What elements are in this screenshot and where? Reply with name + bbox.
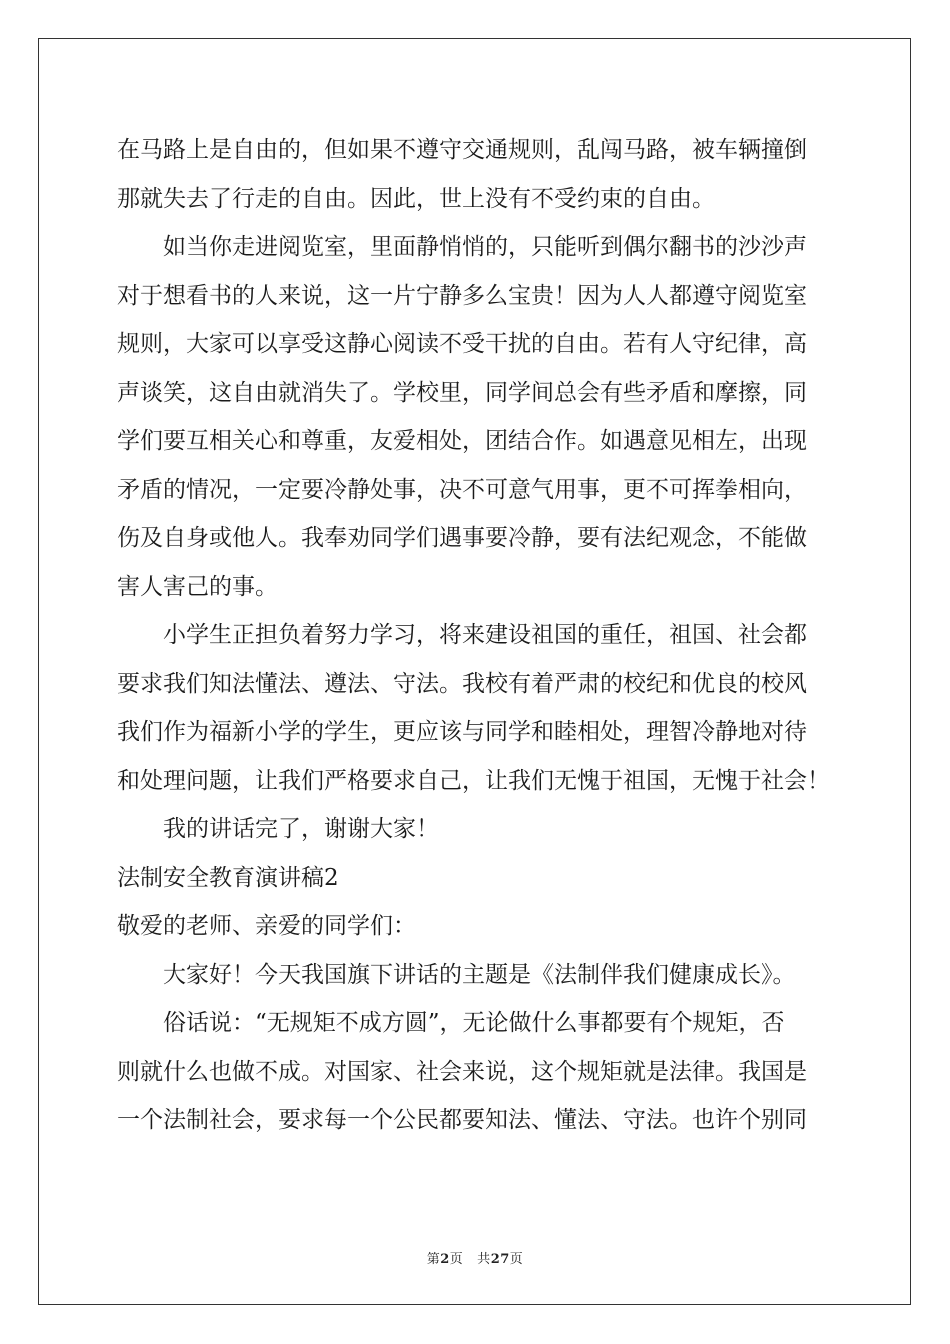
- text-line: 那就失去了行走的自由。因此，世上没有不受约束的自由。: [117, 185, 715, 212]
- page-suffix: 页: [449, 1252, 464, 1267]
- text-line: 要求我们知法懂法、遵法、守法。我校有着严肃的校纪和优良的校风: [117, 670, 807, 697]
- document-body: [117, 126, 837, 1145]
- text-line: 对于想看书的人来说，这一片宁静多么宝贵！因为人人都遵守阅览室: [117, 282, 807, 309]
- text-line: 和处理问题，让我们严格要求自己，让我们无愧于祖国，无愧于社会！: [117, 767, 830, 794]
- paragraph-start-line: 大家好！今天我国旗下讲话的主题是《法制伴我们健康成长》。: [163, 961, 796, 988]
- page-prefix: 第: [426, 1252, 441, 1267]
- text-line: 声谈笑，这自由就消失了。学校里，同学间总会有些矛盾和摩擦，同: [117, 379, 807, 406]
- text-line: 一个法制社会，要求每一个公民都要知法、懂法、守法。也许个别同: [117, 1107, 807, 1133]
- total-suffix: 页: [509, 1252, 524, 1267]
- page-number: 2: [440, 1252, 450, 1267]
- text-line: 在马路上是自由的，但如果不遵守交通规则，乱闯马路，被车辆撞倒: [117, 137, 807, 163]
- text-line: 我们作为福新小学的学生，更应该与同学和睦相处，理智冷静地对待: [117, 719, 807, 745]
- text-line: 矛盾的情况，一定要冷静处事，决不可意气用事，更不可挥拳相向，: [117, 476, 807, 503]
- closing-line: 我的讲话完了，谢谢大家！: [163, 816, 439, 842]
- total-prefix: 共: [477, 1252, 491, 1267]
- text-line: 则就什么也做不成。对国家、社会来说，这个规矩就是法律。我国是: [117, 1058, 807, 1085]
- text-line: 伤及自身或他人。我奉劝同学们遇事要冷静，要有法纪观念，不能做: [117, 525, 807, 551]
- text-line: 学们要互相关心和尊重，友爱相处，团结合作。如遇意见相左，出现: [117, 428, 807, 454]
- text-line: 规则，大家可以享受这静心阅读不受干扰的自由。若有人守纪律，高: [117, 331, 807, 357]
- salutation: 敬爱的老师、亲爱的同学们：: [117, 913, 416, 939]
- text-line: 害人害己的事。: [117, 573, 278, 600]
- page-footer: [0, 1248, 950, 1267]
- paragraph-start-line: 如当你走进阅览室，里面静悄悄的，只能听到偶尔翻书的沙沙声: [163, 234, 807, 260]
- paragraph-start-line: 小学生正担负着努力学习，将来建设祖国的重任，祖国、社会都: [163, 622, 807, 648]
- paragraph-start-line: 俗话说：“无规矩不成方圆”，无论做什么事都要有个规矩，否: [163, 1010, 785, 1036]
- total-pages: 27: [490, 1252, 510, 1267]
- section-heading: 法制安全教育演讲稿2: [117, 864, 339, 891]
